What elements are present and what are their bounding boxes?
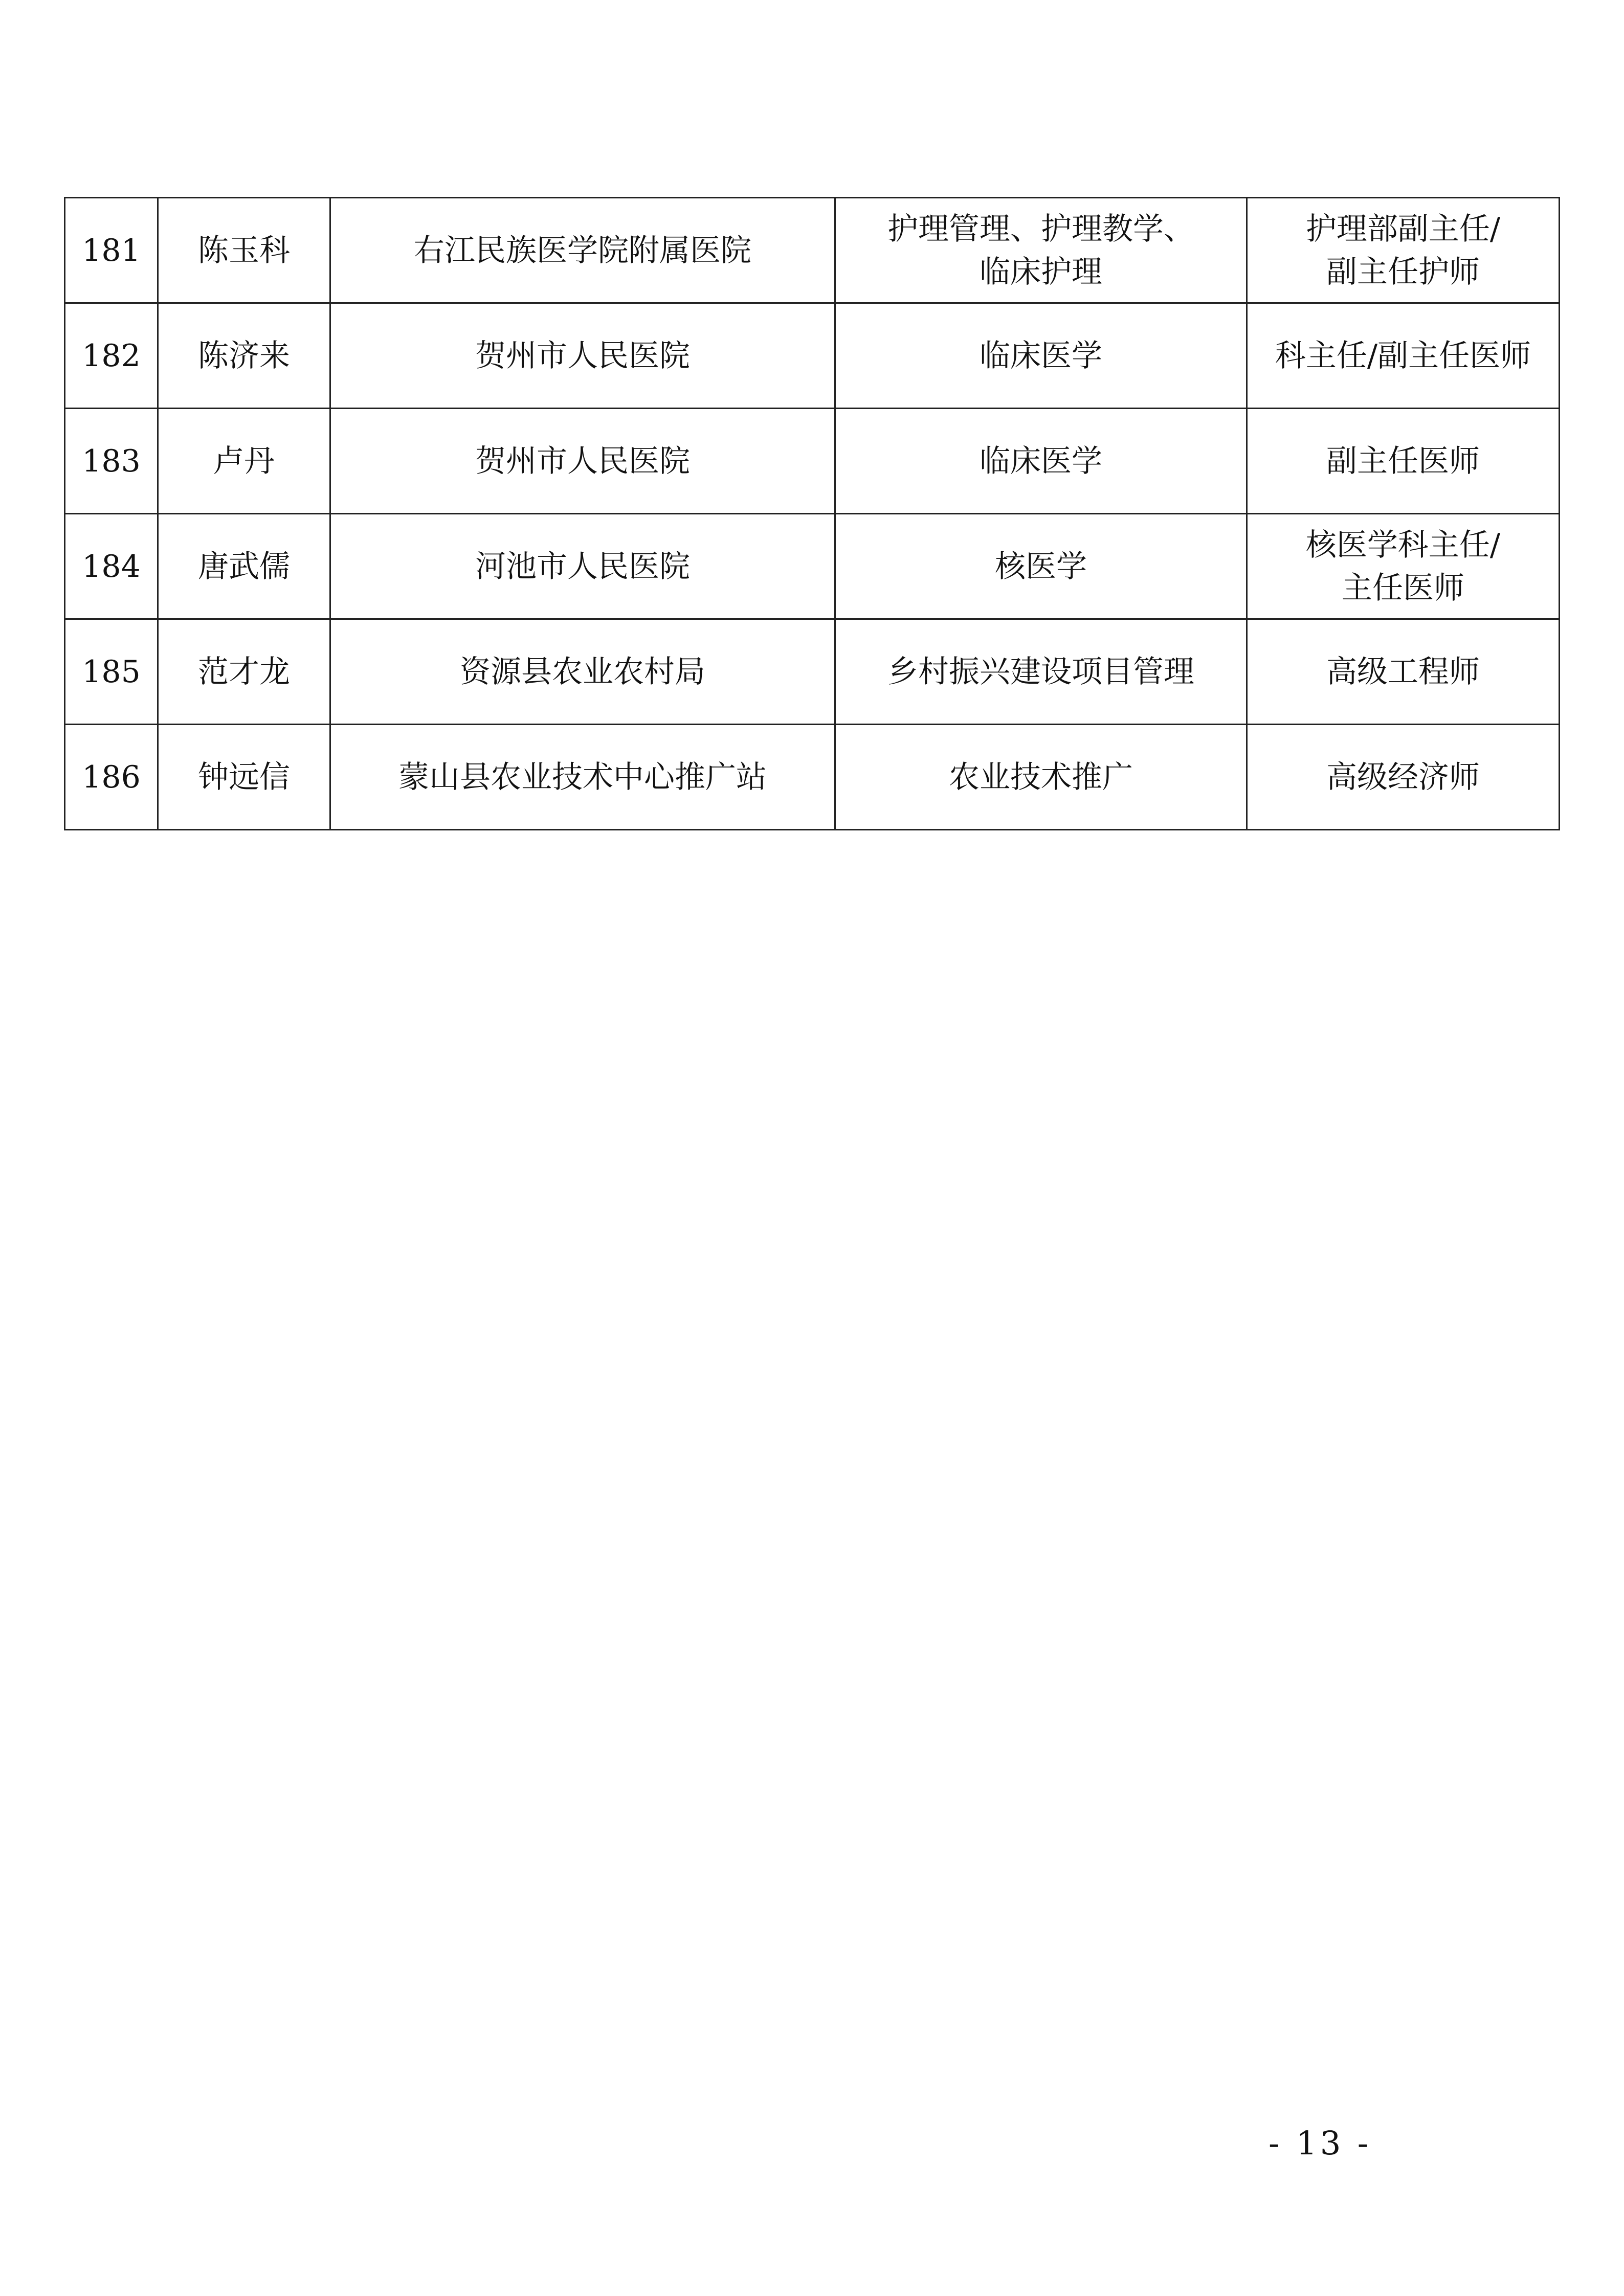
title-line: 科主任/副主任医师 [1275, 337, 1531, 374]
field-cell [835, 725, 1247, 830]
field-line: 农业技术推广 [949, 759, 1133, 795]
table-row [65, 409, 1560, 514]
name-cell: 范才龙 [158, 619, 330, 725]
field-line: 临床护理 [980, 254, 1102, 290]
field-cell [835, 619, 1247, 725]
row-number-cell: 184 [65, 514, 158, 619]
row-number-cell: 186 [65, 725, 158, 830]
row-number-cell: 183 [65, 409, 158, 514]
row-number-cell: 182 [65, 303, 158, 409]
field-cell [835, 198, 1247, 303]
table-row [65, 725, 1560, 830]
unit-cell: 右江民族医学院附属医院 [330, 198, 835, 303]
table-row [65, 619, 1560, 725]
table-row [65, 198, 1560, 303]
field-line: 乡村振兴建设项目管理 [887, 654, 1194, 690]
name-cell: 卢丹 [158, 409, 330, 514]
title-cell [1247, 619, 1560, 725]
table-row [65, 514, 1560, 619]
name-cell: 陈济来 [158, 303, 330, 409]
title-line: 核医学科主任/ [1305, 527, 1501, 563]
unit-cell: 贺州市人民医院 [330, 303, 835, 409]
unit-cell: 贺州市人民医院 [330, 409, 835, 514]
field-line: 护理管理、护理教学、 [887, 211, 1194, 247]
field-line: 核医学 [995, 548, 1087, 584]
title-line: 副主任医师 [1326, 443, 1480, 479]
field-cell [835, 514, 1247, 619]
row-number-cell: 181 [65, 198, 158, 303]
title-cell [1247, 303, 1560, 409]
name-cell: 陈玉科 [158, 198, 330, 303]
title-cell [1247, 198, 1560, 303]
name-cell: 钟远信 [158, 725, 330, 830]
field-cell [835, 409, 1247, 514]
title-line: 高级经济师 [1326, 759, 1480, 795]
unit-cell: 蒙山县农业技术中心推广站 [330, 725, 835, 830]
title-line: 副主任护师 [1326, 254, 1480, 290]
page-number: - 13 - [1269, 2125, 1372, 2163]
unit-cell: 资源县农业农村局 [330, 619, 835, 725]
field-line: 临床医学 [980, 443, 1102, 479]
unit-cell: 河池市人民医院 [330, 514, 835, 619]
title-cell [1247, 725, 1560, 830]
roster-table-container [64, 197, 1559, 830]
title-line: 护理部副主任/ [1305, 211, 1501, 247]
table-row [65, 303, 1560, 409]
title-cell [1247, 409, 1560, 514]
field-cell [835, 303, 1247, 409]
field-line: 临床医学 [980, 337, 1102, 374]
title-cell [1247, 514, 1560, 619]
title-line: 高级工程师 [1326, 654, 1480, 690]
row-number-cell: 185 [65, 619, 158, 725]
name-cell: 唐武儒 [158, 514, 330, 619]
roster-table [64, 197, 1560, 830]
title-line: 主任医师 [1342, 570, 1464, 606]
